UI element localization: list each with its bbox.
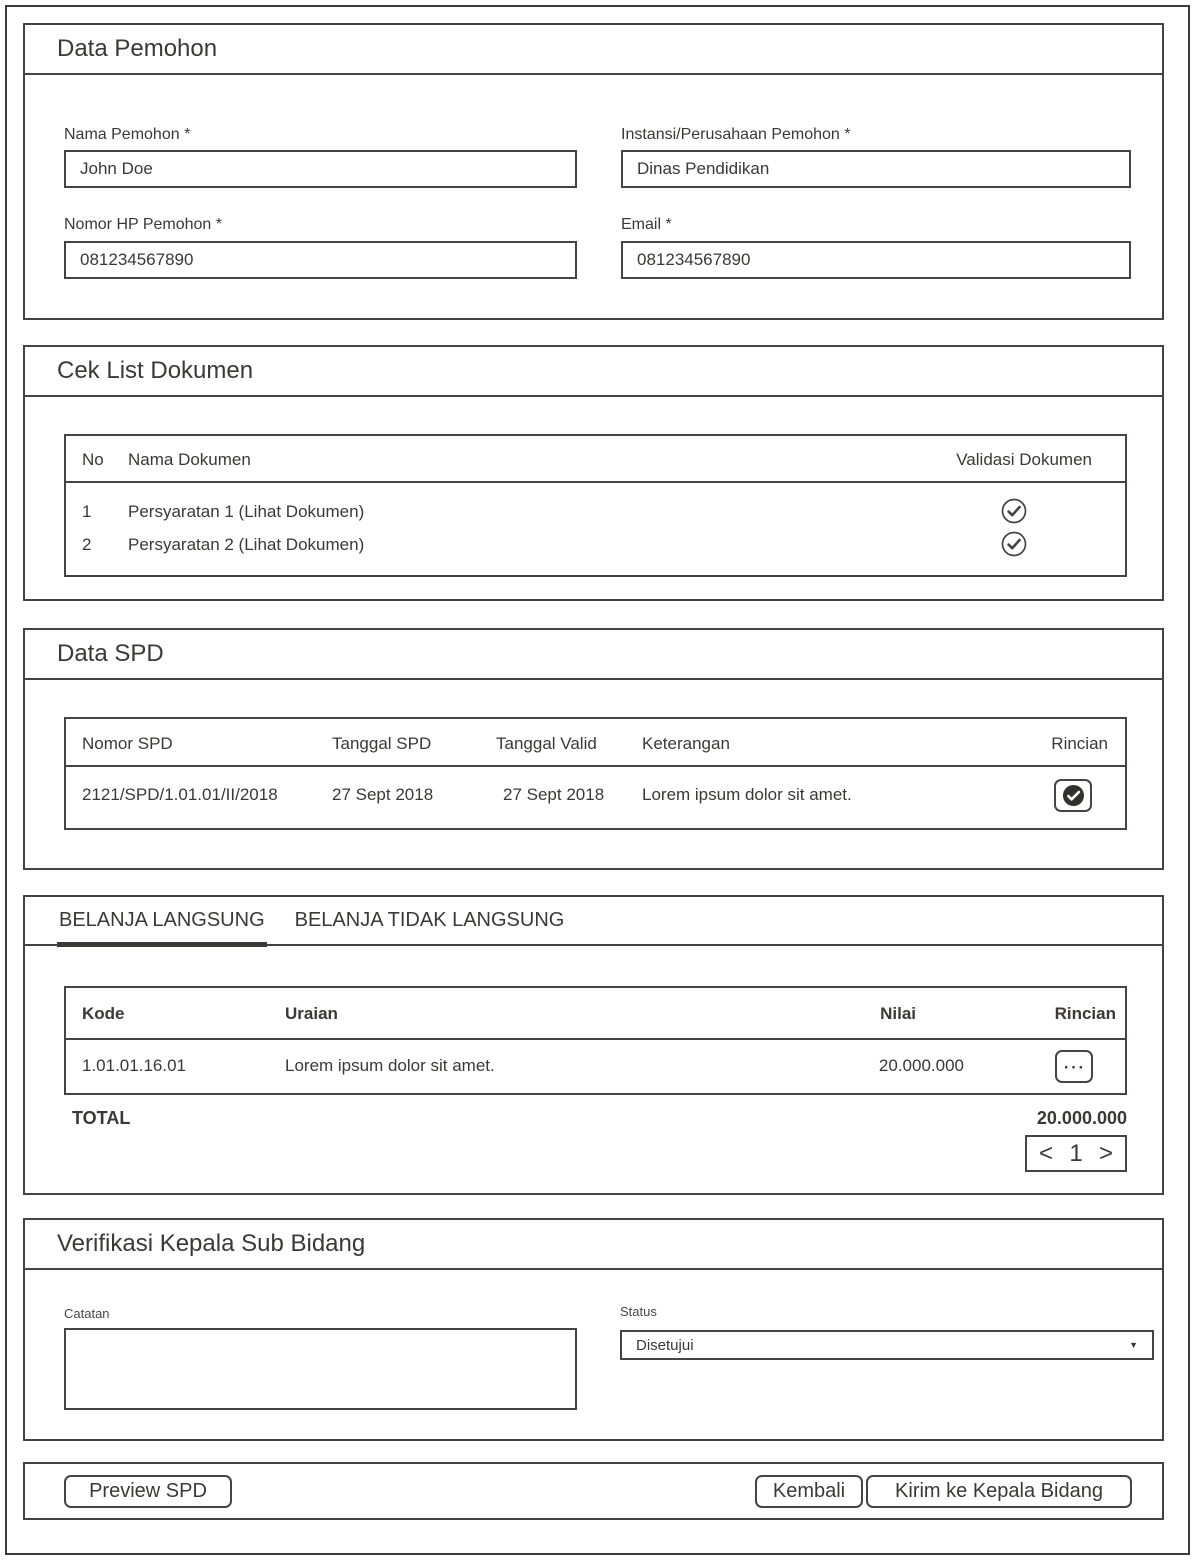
status-label: Status [620,1304,657,1319]
page-title: Data Pemohon [57,35,218,62]
status-select[interactable] [620,1330,1154,1360]
table-row [66,528,1125,561]
col-nomor-spd: Nomor SPD [82,734,173,753]
nama-pemohon-field[interactable]: John Doe [64,150,577,188]
row-tanggal-spd: 27 Sept 2018 [332,785,434,804]
panel-cek-list-header [25,347,1162,397]
belanja-table-header [66,988,1125,1040]
row-uraian: Lorem ipsum dolor sit amet. [285,1056,495,1075]
tab-belanja-tidak-langsung[interactable]: BELANJA TIDAK LANGSUNG [294,909,565,931]
preview-spd-button[interactable]: Preview SPD [64,1475,232,1508]
table-row [66,767,1125,826]
panel-cek-list-dokumen [23,345,1164,601]
rincian-ellipsis-button[interactable] [1055,1050,1093,1083]
row-dokumen-link[interactable]: Persyaratan 1 (Lihat Dokumen) [128,502,365,521]
check-circle-icon[interactable] [1001,498,1027,524]
data-spd-table-header [66,719,1125,767]
col-tanggal-spd: Tanggal SPD [332,734,432,753]
panel-data-pemohon-header [25,25,1162,75]
total-label: TOTAL [72,1108,131,1128]
col-kode: Kode [82,1004,125,1023]
pagination [1025,1135,1127,1172]
page-next-button[interactable]: > [1098,1139,1113,1167]
page-number[interactable]: 1 [1069,1139,1083,1167]
panel-data-spd-header [25,630,1162,680]
ellipsis-icon: ⋯ [1062,1053,1086,1079]
col-nama-dokumen: Nama Dokumen [128,450,251,469]
belanja-tabbar [25,897,1162,946]
cek-list-title: Cek List Dokumen [57,357,254,384]
panel-data-pemohon [23,23,1164,320]
row-no: 1 [82,502,92,521]
col-uraian: Uraian [285,1004,338,1023]
tab-belanja-langsung[interactable]: BELANJA LANGSUNG [57,896,267,945]
col-validasi-dokumen: Validasi Dokumen [956,450,1092,469]
nomor-hp-label: Nomor HP Pemohon * [64,216,222,233]
check-circle-icon[interactable] [1001,531,1027,557]
row-kode: 1.01.01.16.01 [82,1056,186,1075]
panel-belanja [23,895,1164,1195]
row-dokumen-link[interactable]: Persyaratan 2 (Lihat Dokumen) [128,535,365,554]
col-no: No [82,450,104,469]
total-value: 20.000.000 [1036,1108,1127,1128]
verifikasi-title: Verifikasi Kepala Sub Bidang [57,1230,366,1257]
footer-action-bar [23,1462,1164,1520]
data-spd-table [64,717,1127,830]
data-spd-title: Data SPD [57,640,164,667]
cek-list-table-header [66,436,1125,483]
catatan-textarea[interactable] [64,1328,577,1410]
email-field[interactable]: 081234567890 [621,241,1131,279]
col-keterangan: Keterangan [642,734,730,753]
col-tanggal-valid: Tanggal Valid [496,734,597,753]
kirim-ke-kepala-bidang-button[interactable]: Kirim ke Kepala Bidang [866,1475,1132,1508]
table-row [66,495,1125,528]
instansi-pemohon-field[interactable]: Dinas Pendidikan [621,150,1131,188]
nomor-hp-field[interactable]: 081234567890 [64,241,577,279]
col-nilai: Nilai [880,1004,916,1023]
kembali-button[interactable]: Kembali [755,1475,863,1508]
email-label: Email * [621,216,672,233]
col-rincian: Rincian [1054,1004,1116,1023]
row-no: 2 [82,535,92,554]
row-keterangan: Lorem ipsum dolor sit amet. [642,785,852,804]
rincian-check-button[interactable] [1054,779,1092,812]
catatan-label: Catatan [64,1306,110,1321]
row-tanggal-valid: 27 Sept 2018 [503,785,605,804]
instansi-pemohon-label: Instansi/Perusahaan Pemohon * [621,126,851,143]
row-nilai: 20.000.000 [878,1056,964,1075]
total-row [64,1104,1127,1134]
nama-pemohon-label: Nama Pemohon * [64,126,191,143]
panel-verifikasi-header [25,1220,1162,1270]
row-nomor-spd: 2121/SPD/1.01.01/II/2018 [82,785,278,804]
panel-data-spd [23,628,1164,870]
page-prev-button[interactable]: < [1039,1139,1054,1167]
table-row [66,1040,1125,1093]
panel-verifikasi [23,1218,1164,1441]
col-rincian: Rincian [1051,734,1108,753]
chevron-down-icon: ▼ [1129,1340,1138,1350]
cek-list-table [64,434,1127,577]
check-circle-filled-icon [1062,784,1085,807]
belanja-table [64,986,1127,1095]
status-selected-value: Disetujui [636,1336,694,1354]
